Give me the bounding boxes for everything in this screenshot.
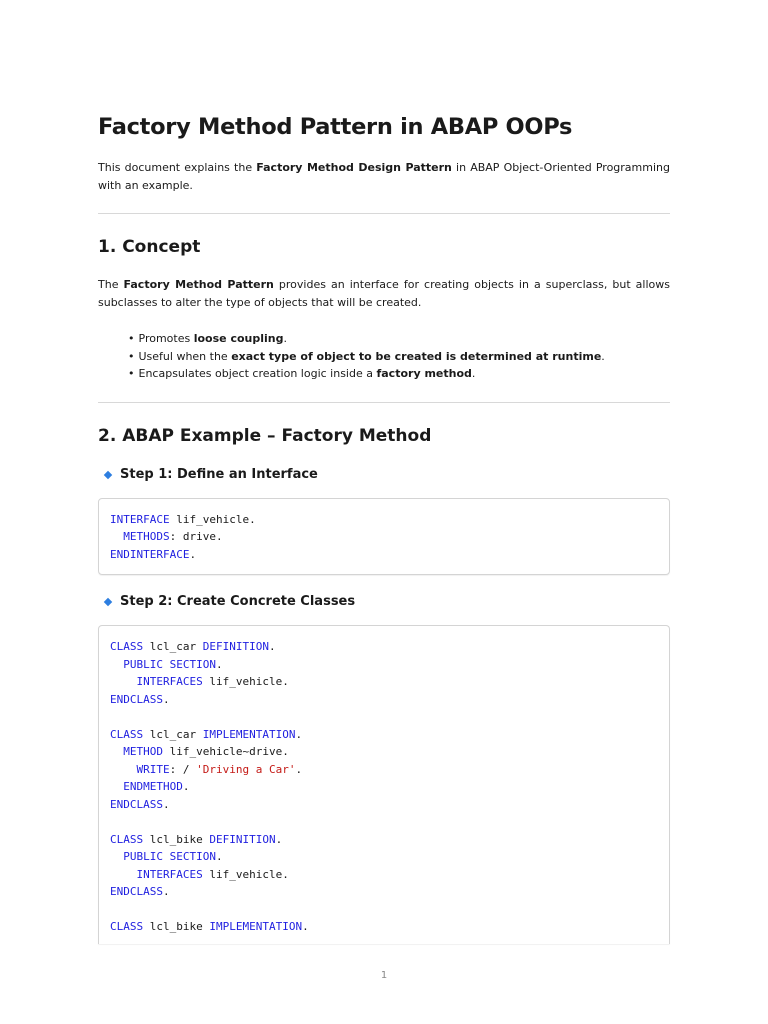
code-keyword: ENDINTERFACE (110, 547, 190, 561)
bullet-item (128, 365, 670, 383)
code-text: . (215, 657, 223, 671)
code-line (110, 511, 658, 529)
concept-paragraph (98, 276, 670, 311)
code-text: . (189, 547, 197, 561)
code-line (110, 901, 658, 919)
code-text (110, 530, 123, 543)
code-keyword: WRITE (136, 762, 170, 776)
code-keyword: IMPLEMENTATION (202, 727, 296, 741)
code-text: . (215, 850, 223, 863)
code-text: . (295, 762, 303, 776)
bullet-bold: loose coupling (193, 332, 284, 345)
code-keyword: CLASS (110, 832, 144, 846)
code-line (110, 708, 658, 726)
code-text: lcl_bike (143, 920, 210, 933)
code-keyword: CLASS (110, 640, 144, 653)
section-heading-concept: 1. Concept (98, 237, 201, 257)
diamond-bullet-icon (104, 470, 112, 478)
code-line (110, 673, 658, 691)
bullet-item (128, 348, 670, 366)
code-line (110, 656, 658, 674)
code-line (110, 796, 658, 814)
code-keyword: INTERFACES (136, 675, 203, 688)
step-heading (98, 593, 670, 611)
bullet-text: Promotes (138, 332, 194, 345)
code-text: lif_vehicle. (202, 675, 289, 688)
code-text: lif_vehicle. (169, 512, 256, 526)
code-text: . (302, 920, 309, 933)
code-keyword: METHODS (123, 530, 170, 543)
code-text (110, 780, 123, 793)
code-keyword: IMPLEMENTATION (209, 920, 303, 933)
code-keyword: ENDCLASS (110, 692, 163, 706)
step-label: Step 1: Define an Interface (120, 466, 318, 482)
code-keyword: CLASS (110, 920, 144, 933)
code-keyword: INTERFACE (110, 512, 170, 526)
code-text: lcl_car (143, 727, 203, 741)
code-keyword: DEFINITION (202, 640, 269, 653)
code-text (110, 850, 123, 863)
code-line (110, 743, 658, 761)
divider (98, 402, 670, 403)
code-line (110, 761, 658, 779)
code-text: lif_vehicle. (202, 867, 289, 881)
code-text (110, 745, 123, 758)
bullet-item (128, 330, 670, 348)
code-text: . (162, 885, 170, 898)
intro-paragraph (98, 159, 670, 194)
code-keyword: ENDCLASS (110, 797, 163, 811)
code-text (110, 658, 123, 671)
page-number: 1 (380, 970, 388, 981)
bullet-text-end: . (283, 332, 287, 345)
document-page (98, 112, 670, 944)
code-text: : / (169, 762, 197, 776)
code-keyword: ENDCLASS (110, 885, 163, 898)
code-keyword: ENDMETHOD (123, 780, 183, 793)
code-text: . (182, 780, 190, 793)
code-text: . (162, 797, 170, 811)
code-line (110, 866, 658, 884)
code-line (110, 638, 658, 656)
code-line (110, 726, 658, 744)
bullet-text-end: . (601, 349, 605, 363)
code-text (110, 763, 137, 776)
intro-text: This document explains the (98, 161, 257, 174)
code-keyword: PUBLIC SECTION (123, 850, 216, 863)
code-text (110, 868, 137, 881)
code-text: lcl_bike (143, 832, 210, 846)
section-heading-example: 2. ABAP Example – Factory Method (98, 425, 432, 446)
bullet-bold: factory method (376, 367, 472, 380)
code-text (110, 675, 137, 688)
code-text: . (275, 832, 283, 846)
code-keyword: METHOD (123, 745, 163, 758)
code-line (110, 883, 658, 901)
code-keyword: INTERFACES (136, 867, 203, 881)
code-string: 'Driving a Car' (196, 762, 296, 776)
code-line (110, 918, 658, 936)
concept-bullet-list (98, 330, 670, 383)
code-line (110, 831, 658, 849)
code-line (110, 813, 658, 831)
page-title: Factory Method Pattern in ABAP OOPs (98, 114, 573, 140)
intro-text-end: in ABAP Object-Oriented Programming with an example. (98, 161, 670, 192)
code-keyword: CLASS (110, 727, 144, 741)
bullet-text: Encapsulates object creation logic inside a (138, 367, 377, 380)
concept-text: The (98, 278, 124, 291)
code-keyword: DEFINITION (209, 832, 276, 846)
code-text: . (295, 727, 303, 741)
code-text: . (162, 692, 170, 706)
intro-bold: Factory Method Design Pattern (256, 161, 452, 174)
code-line (110, 691, 658, 709)
code-text: lcl_car (143, 640, 203, 653)
divider (98, 213, 670, 214)
code-text: lif_vehicle~drive. (163, 745, 289, 758)
concept-text-end: provides an interface for creating objects in a superclass, but allows subclasses to alter the type of objects that will be created. (98, 278, 670, 309)
code-block-classes (98, 625, 670, 944)
concept-bold: Factory Method Pattern (123, 278, 274, 291)
diamond-bullet-icon (104, 598, 112, 606)
code-line (110, 778, 658, 796)
bullet-text: Useful when the (138, 349, 232, 363)
code-text: . (268, 640, 276, 653)
code-block-interface (98, 498, 670, 576)
code-line (110, 848, 658, 866)
code-line (110, 528, 658, 546)
code-keyword: PUBLIC SECTION (123, 657, 216, 671)
step-label: Step 2: Create Concrete Classes (120, 594, 356, 609)
code-line (110, 546, 658, 564)
code-text: : drive. (169, 530, 223, 543)
bullet-bold: exact type of object to be created is determined at runtime (231, 349, 602, 363)
step-heading (98, 466, 670, 484)
bullet-text-end: . (471, 367, 476, 380)
